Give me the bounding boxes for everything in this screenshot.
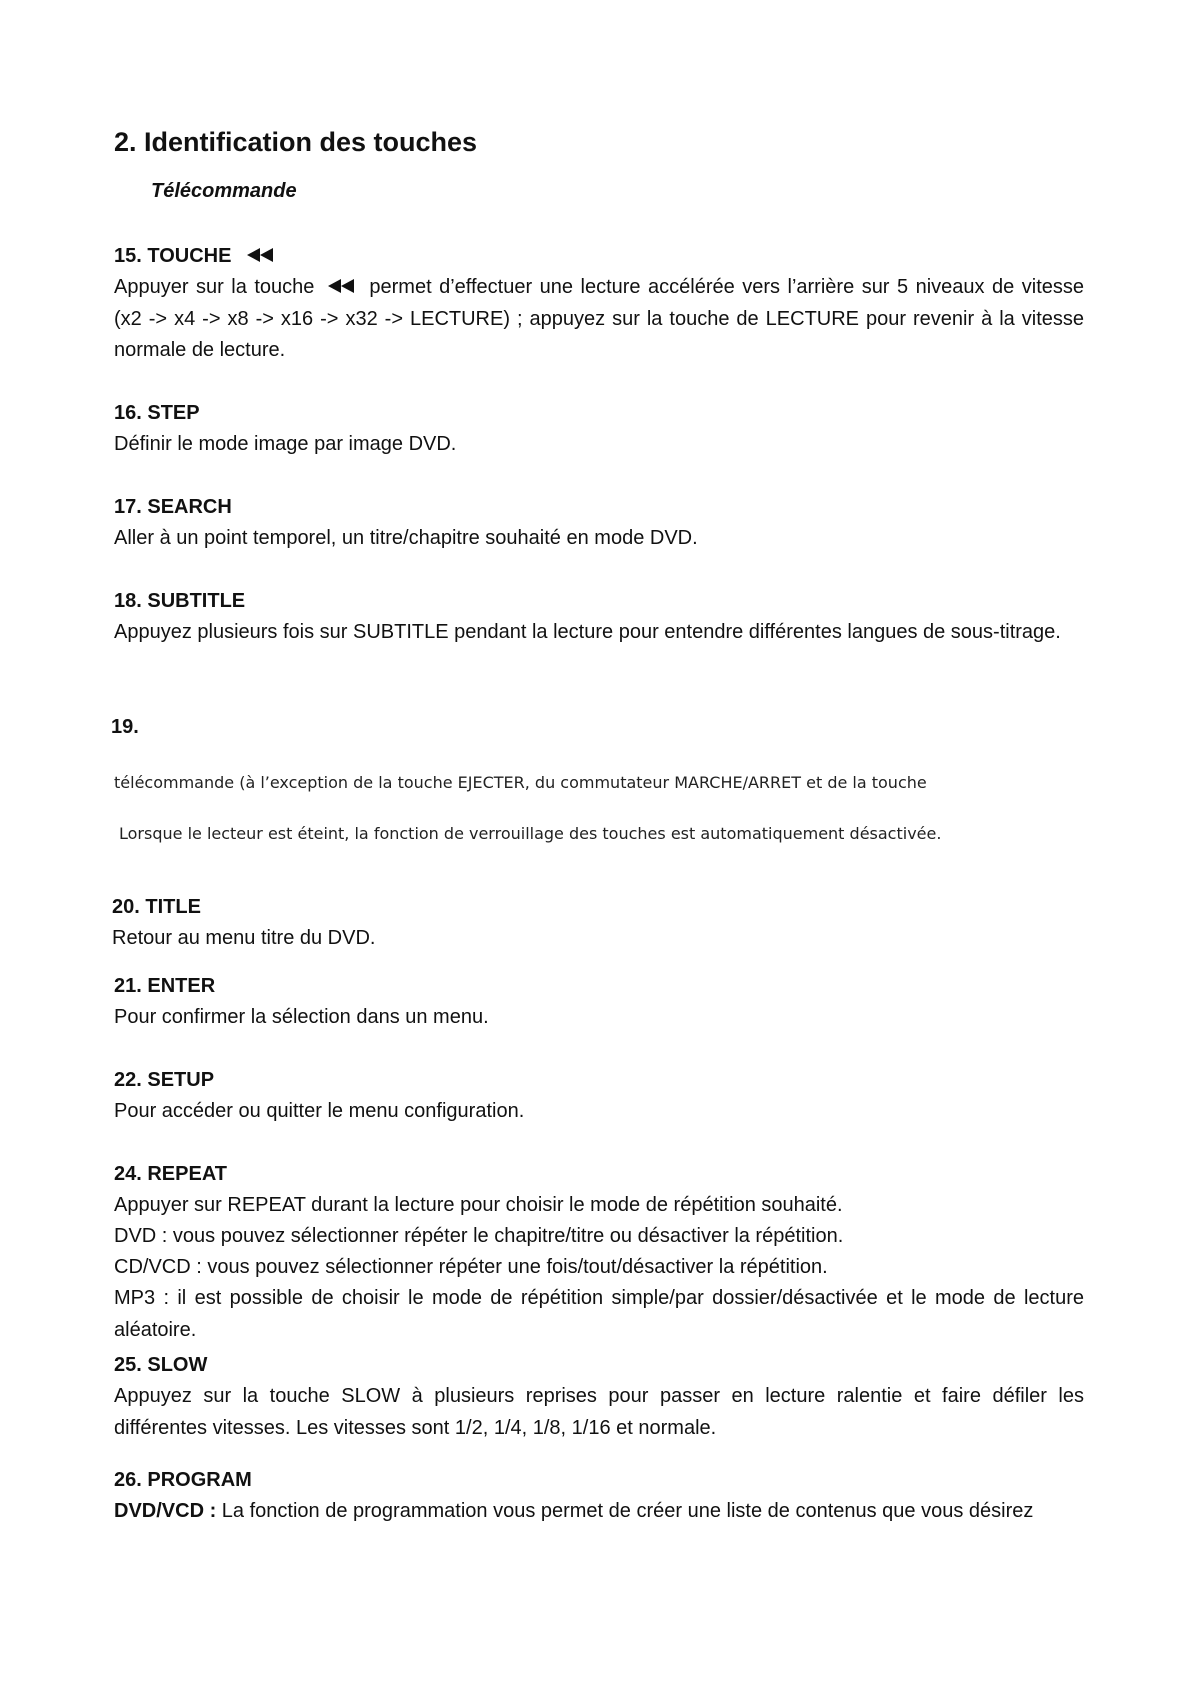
section-heading: 2. Identification des touches [114,127,478,157]
rewind-icon [328,279,356,293]
item-15-title [114,242,275,270]
item-15-text-after: permet d’effectuer une lecture accélérée vers l’arrière sur 5 niveaux de vitesse (x2 -> x4 -> x8 -> x16 -> x32 -> LECTURE) ; appuyez sur la touche de LECTURE pour revenir à la vitesse normale de lecture. [114,276,1084,361]
item-18-text: Appuyez plusieurs fois sur SUBTITLE pendant la lecture pour entendre différentes langues de sous-titrage. [114,621,1061,643]
item-25-title: 25. SLOW [114,1354,208,1376]
item-19-line2: Lorsque le lecteur est éteint, la fonction de verrouillage des touches est automatiquement désactivée. [119,824,942,843]
subheading-remote: Télécommande [151,180,297,202]
item-17-title: 17. SEARCH [114,496,232,518]
item-26-title: 26. PROGRAM [114,1469,252,1491]
item-20-title: 20. TITLE [112,896,201,918]
item-16-title: 16. STEP [114,402,200,424]
item-24-line4: MP3 : il est possible de choisir le mode de répétition simple/par dossier/désactivée et le mode de lecture aléatoire. [114,1287,1084,1341]
item-26-label: DVD/VCD : [114,1500,217,1522]
item-20-text: Retour au menu titre du DVD. [112,927,376,949]
item-26-body: La fonction de programmation vous permet de créer une liste de contenus que vous désirez [221,1500,1034,1522]
item-25-text: Appuyez sur la touche SLOW à plusieurs reprises pour passer en lecture ralentie et faire défiler les différentes vitesses. Les vitesses sont 1/2, 1/4, 1/8, 1/16 et normale. [114,1385,1084,1439]
item-16-text: Définir le mode image par image DVD. [114,433,457,455]
item-24-line2: DVD : vous pouvez sélectionner répéter le chapitre/titre ou désactiver la répétition. [114,1225,844,1247]
item-24-line1: Appuyer sur REPEAT durant la lecture pour choisir le mode de répétition souhaité. [114,1194,843,1216]
item-19-line1: télécommande (à l’exception de la touche EJECTER, du commutateur MARCHE/ARRET et de la touche [114,773,927,792]
item-15-title-text: 15. TOUCHE [114,245,232,267]
item-24-title: 24. REPEAT [114,1163,227,1185]
item-24-line3: CD/VCD : vous pouvez sélectionner répéter une fois/tout/désactiver la répétition. [114,1256,828,1278]
item-19-title: 19. [111,716,139,738]
item-18-title: 18. SUBTITLE [114,590,246,612]
item-22-title: 22. SETUP [114,1069,215,1091]
item-21-title: 21. ENTER [114,975,216,997]
item-21-text: Pour confirmer la sélection dans un menu. [114,1006,489,1028]
item-15-text [114,272,1084,367]
item-22-text: Pour accéder ou quitter le menu configuration. [114,1100,525,1122]
item-17-text: Aller à un point temporel, un titre/chapitre souhaité en mode DVD. [114,527,698,549]
item-15-text-before: Appuyer sur la touche [114,276,315,298]
rewind-icon [247,248,275,262]
item-26-text [114,1496,1084,1528]
